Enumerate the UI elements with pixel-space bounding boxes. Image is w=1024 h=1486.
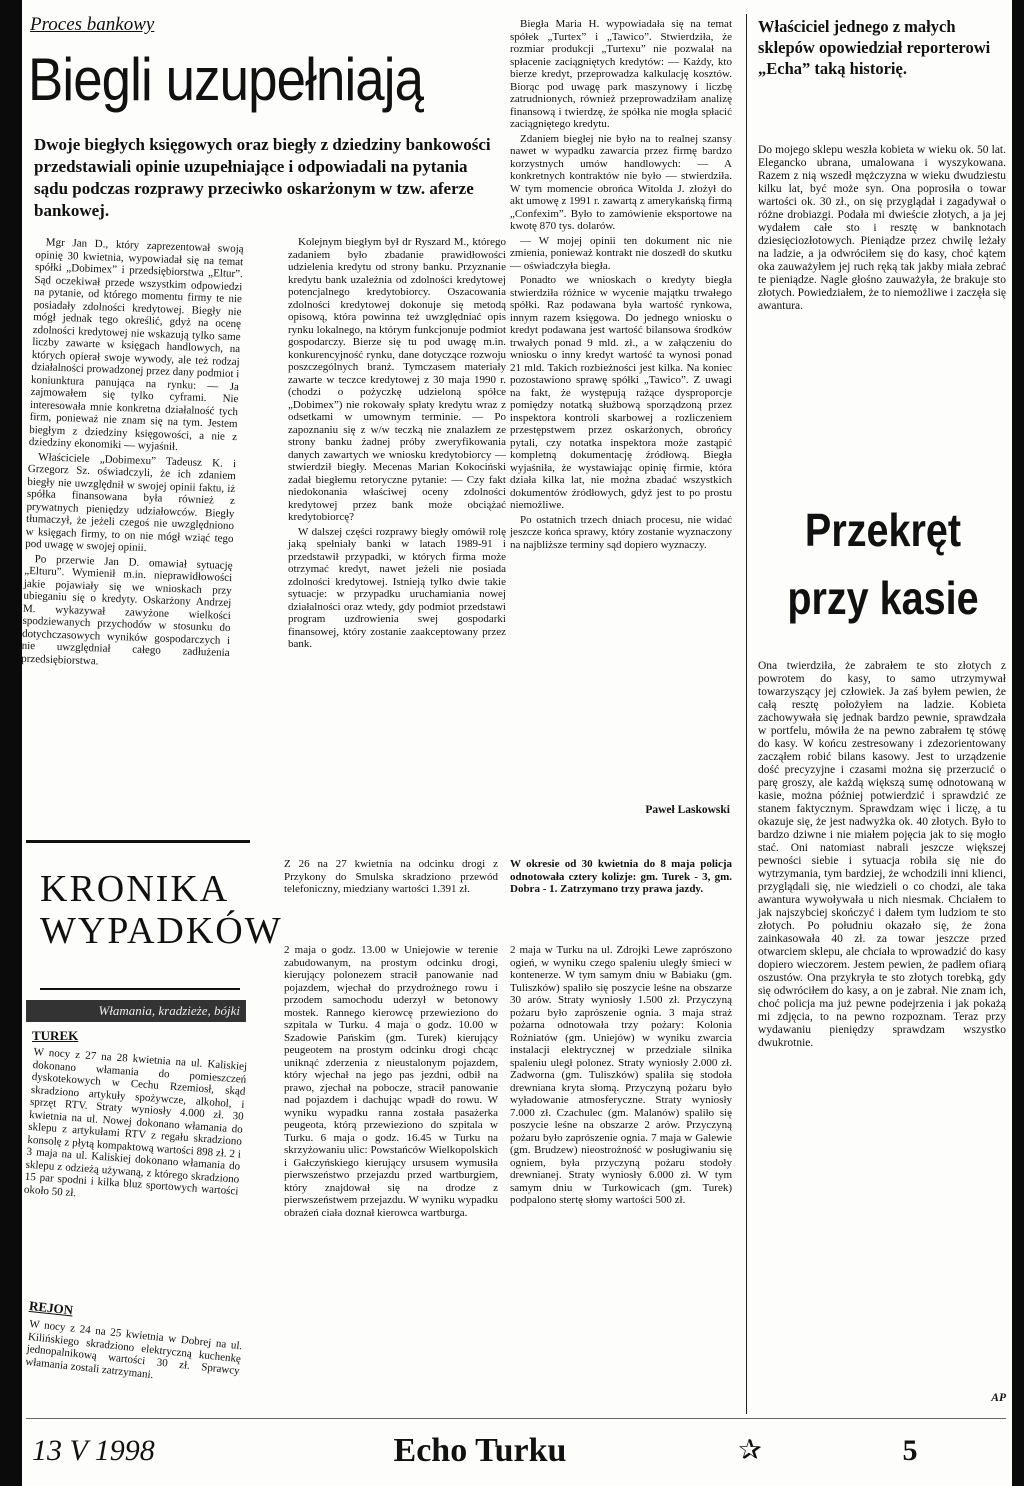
article-column-1 [15,236,243,833]
paragraph: Właściciele „Dobimexu” Tadeusz K. i Grzegorz Sz. oświadczyli, że ich zdaniem biegły nie uwzględnił w swojej opinii faktu, iż spółka finansowana była również z prywatnych pieniędzy udziałowców. Biegły tłumaczył, że jeżeli czegoś nie uwzględniono w księgach firmy, to on nie mógł wziąć tego pod uwagę w swojej opinii. [25,450,237,555]
rejon-text: W nocy z 24 na 25 kwietnia w Dobrej na ul. Kilińskiego skradziono elektryczną kuchenkę jednopalnikową wartości 30 zł. Sprawcy włamania zostali zatrzymani. [24,1318,243,1381]
turek-text: W nocy z 27 na 28 kwietnia na ul. Kaliskiej dokonano włamania do pomieszczeń dyskotekowych w Cechu Rzemiosł, skąd skradziono artykuły spożywcze, alkohol, i sprzęt RTV. Straty wyniosły 4.000 zł. 30 kwietnia na ul. Nowej dokonano włamania do sklepu z artykułami RTV z regału skradziono konsolę z płytą kompaktową wartości 898 zł. 2 i 3 maja na ul. Kaliskiej dokonano włamania do sklepu z odzieżą używaną, z którego skradziono 15 par spodni i kilka bluz sportowych wartości około 50 zł. [23,1046,248,1199]
side-story-headline: Przekręt przy kasie [787,504,979,624]
section-rule [26,840,250,843]
side-story-lead: Właściciel jednego z małych sklepów opowiedział reporterowi „Echa” taką historię. [758,17,991,78]
article-column-3 [510,18,732,818]
section-head-turek: TUREK [32,1028,79,1043]
right-margin-strip [1012,0,1024,1486]
footer-title: Echo Turku [393,1432,567,1469]
paragraph: Mgr Jan D., który zaprezentował swoją opinię 30 kwietnia, wypowiadał się na temat spółki „Dobimex” i przedsiębiorstwa „Eltur”. Sąd oczekiwał przede wszystkim odpowiedzi na pytanie, od którego momentu firmy te nie posiadały zdolności kredytowej. Biegły nie mógł jednak tego określić, gdyż na ocenę zdolności kredytowej nie wskazują tylko same liczby zawarte w księgach handlowych, na których opierał swoje wywody, ale też rodzaj działalności prowadzonej przez dany podmiot i koniunktura panująca na rynku: — Ja zajmowałem się tylko cyframi. Nie interesowała mnie konkretna działalność tych firm, ponieważ nie znam się na tym. Jestem biegłym z dziedziny księgowości, a nie z dziedziny ekonomiki — wyjaśnił. [28,236,244,454]
rubric: Proces bankowy [30,14,155,35]
kronika-text-col2: 2 maja o godz. 13.00 w Uniejowie w terenie zabudowanym, na prostym odcinku drogi, kierujący polonezem stracił panowanie nad pojazdem, wjechał do przydrożnego rowu i przodem samochodu uderzył w betonowy mostek. Rannego kierowcę przewieziono do szpitala w Turku. 4 maja o godz. 10.00 w Szadowie Pańskim (gm. Turek) kierujący peugeotem na prostym odcinku drogi chcąc uniknąć zderzenia z nieustalonym pojazdem, który wjechał na jego pas jezdni, odbił na prawo, zjechał na pobocze, stracił panowanie nad pojazdem i dachując wpadł do rowu. W wyniku wypadku ranna została pasażerka peugeota, którą przewieziono do szpitala w Turku. 6 maja o godz. 16.45 w Turku na skrzyżowaniu ulic: Powstańców Wielkopolskich i Gałczyńskiego kierujący ursusem wymusiła pierwszeństwo przejazdu przed wartburgiem, który znajdował się na drodze z pierwszeństwem przejazdu. W wyniku wypadku obrażeń ciała doznał kierowca wartburga. [284,944,498,1219]
paragraph: — W mojej opinii ten dokument nic nie zmienia, ponieważ kontrakt nie doszedł do skutku — oświadczyła biegła. [510,234,732,272]
paragraph: W dalszej części rozprawy biegły omówił rolę jaką spełniały banki w latach 1989-91 i przedstawił przypadki, w których firma może otrzymać kredyt, nawet jeżeli nie posiada zdolności kredytowej. Istnieją tylko dwie takie sytuacje: w przypadku uruchamiania nowej działalności oraz wtedy, gdy podmiot przedstawi program uzdrowienia swej gospodarki finansowej, który zostanie zaakceptowany przez bank. [288,525,506,650]
byline: Paweł Laskowski [645,804,730,816]
paragraph: Biegła Maria H. wypowiadała się na temat spółek „Turtex” i „Tawico”. Stwierdziła, że rozmiar produkcji „Turtexu” nie pozwalał na spłacenie zaciągniętych kredytów: — Każdy, kto bierze kredyt, przeprowadza kalkulację kosztów. Biorąc pod uwagę park maszynowy i liczbę zatrudnionych, również przeprowadziłam analizę finansową i twierdzę, że spółka nie mogła spłacić zaciągniętego kredytu. [510,18,732,130]
paragraph: Kolejnym biegłym był dr Ryszard M., którego zadaniem było zbadanie prawidłowości udzielenia kredytu od strony banku. Przyznanie kredytu bank uzależnia od zdolności kredytowej potencjalnego kredytobiorcy. Oszacowania zdolności kredytowej dokonuje się metodą opisową, która powinna też uwzględniać opis rynku lokalnego, na którym funkcjonuje podmiot gospodarczy. Bierze się tu pod uwagę m.in. konkurencyjność rynku, dane dotyczące rozwoju poszczególnych branż. Tymczasem materiały zawarte w teczce kredytowej z 30 maja 1990 r. (chodzi o pożyczkę udzieloną spółce „Dobimex”) nie rokowały spłaty kredytu wraz z odsetkami w umownym terminie. — Po zapoznaniu się z w/w teczką nie znalazłem ze strony banku żadnej próby zweryfikowania danych zawartych we wniosku kredytobiorcy — stwierdził biegły. Mecenas Marian Kokociński zadał biegłemu retoryczne pytanie: — Czy fakt niedokonania właściwej oceny zdolności kredytowej przez bank może obciążać kredytobiorcę? [288,236,506,523]
side-story-text-top: Do mojego sklepu weszła kobieta w wieku ok. 50 lat. Elegancko ubrana, umalowana i wyszykowana. Razem z nią wszedł mężczyzna w wieku dwudziestu kilku lat, być może syn. Ona poprosiła o towar wartości ok. 30 zł., on się przyglądał i zagadywał o różne drobiazgi. Podała mi dwieście złotych, a ja jej wydałem całe sto i resztę w banknotach dziesięciozłotowych. Pieniądze przez chwilę leżały na ladzie, a ja odwróciłem się do kasy, choć kątem oka zauważyłem jej ruch ręką tak jakby miała zebrać te pieniądze. Nagle głośno zauważyła, że brakuje sto złotych. Powiedziałem, że to niemożliwe i zaczęła się awantura. [758,144,1006,312]
kronika-text-col3: 2 maja w Turku na ul. Zdrojki Lewe zaprószono ogień, w wyniku czego spaleniu uległy śmieci w kontenerze. W tym samym dniu w Babiaku (gm. Tuliszków) spaliło się poszycie leśne na obszarze 30 arów. Straty wyniosły 1.500 zł. Przyczyną pożaru było zaprószenie ognia. 3 maja straż pożarna odnotowała trzy pożary: Kolonia Rożniatów (gm. Uniejów) w wyniku zwarcia instalacji elektrycznej w przedziale silnika spaleniu uległ polonez. Straty wyniosły 2.000 zł. Zadworna (gm. Tuliszków) spaliła się stodoła drewniana kryta słomą. Przyczyną pożaru było wyładowanie atmosferyczne. Straty wyniosły 7.000 zł. Czachulec (gm. Malanów) spaliło się poszycie leśne na obszarze 2 arów. Przyczyną pożaru było zaprószenie ognia. 7 maja w Galewie (gm. Brudzew) nieostrożność w posługiwaniu się ogniem, była przyczyną pożaru stodoły drewnianej. Straty wyniosły 6.000 zł. W tym samym dniu w Turkowicach (gm. Turek) podpalono stertę słomy wartości 500 zł. [510,944,732,1206]
footer-page-number: 5 [902,1434,918,1467]
article-column-2 [288,236,506,826]
paragraph: Zdaniem biegłej nie było na to realnej szansy nawet w wypadku zawarcia przez firmę bardzo korzystnych umów handlowych: — A konkretnych kontraktów nie było — stwierdziła. W tym momencie obrońca Witolda J. złożył do akt umowę z 1991 r. zawartą z amerykańską firmą „Confexim”. Było to zamówienie eksportowe na kwotę 870 tys. dolarów. [510,132,732,232]
column-divider [746,14,747,1414]
lead-paragraph: Dwoje biegłych księgowych oraz biegły z dziedziny bankowości przedstawiali opinie uzupełniające i odpowiadali na pytania sądu podczas rozprawy przeciwko oskarżonym w tzw. aferze bankowej. [34,135,491,220]
kronika-text-col3-top: W okresie od 30 kwietnia do 8 maja policja odnotowała cztery kolizje: gm. Turek - 3, gm. Dobra - 1. Zatrzymano trzy prawa jazdy. [510,858,732,895]
side-story-text-bottom: Ona twierdziła, że zabrałem te sto złotych z powrotem do kasy, to samo utrzymywał towarzyszący jej człowiek. Ja zaś byłem pewien, że całą resztę położyłem na ladzie. Kobieta zachowywała się jednak bardzo pewnie, sprawdzała w portfelu, mówiła że na pewno zabrałem tę stówę do kasy. W końcu zestresowany i zdezorientowany zacząłem robić bilans kasowy. Jest to urządzenie dość precyzyjne i czasami można się przerzucić o parę groszy, ale każdą większą sumę odnotowaną w kasie, można później potwierdzić i sprawdzić ze stanem faktycznym. Sprawdzam więc i liczę, a tu okazuje się, że jest nadwyżka ok. 40 złotych. Było to bardzo dziwne i nie miałem pojęcia jak to się mogło stać. Oni natomiast nabrali jeszcze większej pewności siebie i sytuacja robiła się nie do wytrzymania, tym bardziej, że wchodzili inni klienci, przyglądali się, nie wiedzieli o co chodzi, ale taka awantura wywoływała u nich niesmak. Chciałem to jak najszybciej skończyć i dałem tym ludziom te sto złotych. Po południu okazało się, że żona zainkasowała 40 zł. za towar jeszcze przed otwarciem sklepu, ale chciała to wprowadzić do kasy dopiero wieczorem. Jestem pewien, że padłem ofiarą oszustów. Ona przykryła te sto złotych torebką, gdy się odwróciłem do kasy, a on je zabrał. Nie znam ich, choć policja ma już pewne podejrzenia i jak pokażą mi zdjęcia, to na pewno rozpoznam. Teraz przy wydawaniu pieniędzy sprawdzam wszystko dwukrotnie. [758,660,1006,1049]
paragraph: Ponadto we wnioskach o kredyty biegła stwierdziła różnice w wycenie majątku trwałego spółki. Raz podawana była wartość rynkowa, innym razem księgowa. Do jednego wniosku o kredyt podawana jest wartość bilansowa środków trwałych ponad 9 mld. zł., a w załączeniu do wniosku o inny kredyt wartość ta wynosi ponad 21 mld. Takich rozbieżności jest kilka. Na koniec pozostawiono sprawę spółki „Tawico”. Z uwagi na fakt, że występują rażące dysproporcje pomiędzy notatką służbową sporządzoną przez inspektora kontroli skarbowej a rozliczeniem przestępstwem przez oskarżonych, obrońcy pytali, czy notatka inspektora może zastąpić kompletną dokumentację źródłową. Biegła wyjaśniła, że wystawiając opinię firmie, która działa kilka lat, nie można zbadać wszystkich dokumentów źródłowych, gdyż jest to po prostu niemożliwe. [510,274,732,511]
kronika-logo: KRONIKA WYPADKÓW [40,868,240,990]
footer-rule [26,1418,1006,1419]
section-head-rejon: REJON [28,1298,74,1318]
footer-date: 13 V 1998 [32,1434,155,1467]
headline: Biegli uzupełniają [28,46,424,113]
kronika-text-col2-top: Z 26 na 27 kwietnia na odcinku drogi z Przykony do Smulska skradziono przewód telefoniczny, miedziany wartości 1.391 zł. [284,858,498,895]
paragraph: Po przerwie Jan D. omawiał sytuację „Elturu”. Wymienił m.in. nieprawidłowości jakie pojawiały się we wnioskach przy ubieganiu się o kredyty. Oskarżony Andrzej M. wykazywał zawyżone wielkości spodziewanych przychodów w stosunku do dotychczasowych wyników gospodarczych i nie uwzględniał całego zadłużenia przedsiębiorstwa. [21,552,233,667]
footer-star-icon: ✰ [738,1435,762,1466]
paragraph: Po ostatnich trzech dniach procesu, nie widać jeszcze końca sprawy, który zostanie wyznaczony na najbliższe terminy sąd dopiero wyznaczy. [510,513,732,551]
side-story-signature: AP [991,1392,1006,1404]
kronika-category-bar: Włamania, kradzieże, bójki [26,1000,246,1022]
